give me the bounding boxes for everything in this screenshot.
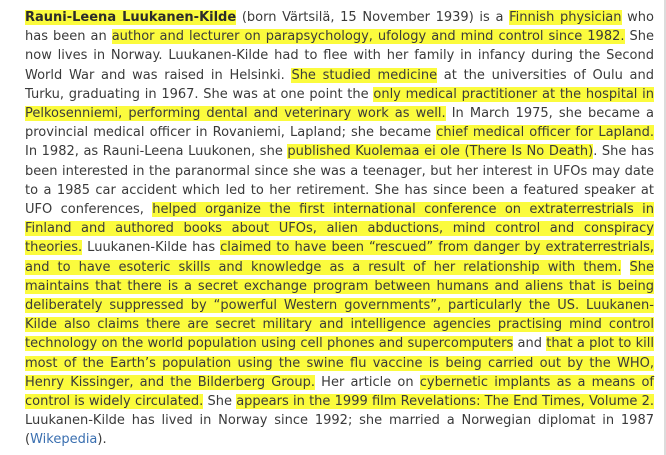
- highlighted-text: published Kuolemaa ei ole (There Is No Death): [287, 144, 594, 160]
- body-text: at the universities of Oulu and Turku, graduating in 1967. She was at one point the: [25, 67, 655, 102]
- body-text: Luukanen-Kilde has lived in Norway since 1992; she married a Norwegian diplomat in 1987 (: [25, 413, 654, 448]
- highlighted-text: claimed to have been “rescued” from danger by extraterrestrials, and to have esoteric skills and knowledge as a result of her relationship with them.: [25, 240, 654, 275]
- highlighted-text: chief medical officer for Lapland.: [436, 125, 655, 141]
- highlighted-text: She studied medicine: [291, 67, 438, 83]
- body-text: In March 1975, she became a provincial medical officer in Rovaniemi, Lapland; she became: [25, 106, 655, 141]
- body-text: [621, 260, 629, 275]
- body-text: and: [513, 336, 547, 352]
- highlighted-text: only medical practitioner at the hospital in Pelkosenniemi, performing dental and veterinary work as well.: [25, 86, 654, 122]
- source-link[interactable]: Wikepedia: [30, 432, 98, 448]
- body-text: She: [203, 394, 237, 410]
- highlighted-text: helped organize the first international conference on extraterrestrials in Finland and authored books about UFOs, alien abductions, mind control and conspiracy theories.: [25, 202, 654, 256]
- highlighted-text: appears in the 1999 film Revelations: The End Times, Volume 2.: [236, 394, 654, 410]
- article-paragraph: [25, 8, 654, 450]
- body-text: . She has been interested in the paranormal since she was a teenager, but her interest in UFOs may date to a 1985 car accident which led to her retirement. She has since been a featured speaker at UFO conferences,: [25, 144, 654, 218]
- highlighted-text: She maintains that there is a secret exchange program between humans and aliens that is being deliberately suppressed by “powerful Western governments”, particularly the US. Luukanen-Kilde also claims there are secret military and intelligence agencies practising mind control technology on the world population using cell phones and supercomputers: [25, 259, 654, 352]
- highlighted-text: cybernetic implants as a means of control is widely circulated.: [25, 374, 654, 410]
- body-text: In 1982, as Rauni-Leena Luukonen, she: [25, 144, 288, 160]
- body-text: ).: [97, 432, 107, 448]
- highlighted-text: that a plot to kill most of the Earth’s population using the swine flu vaccine is being carried out by the WHO, Henry Kissinger, and the Bilderberg Group.: [25, 336, 654, 390]
- body-text: who has been an: [25, 10, 654, 45]
- body-text: She now lives in Norway. Luukanen-Kilde had to flee with her family in infancy during the Second World War and was raised in Helsinki.: [25, 29, 654, 83]
- subject-name: Rauni-Leena Luukanen-Kilde: [25, 10, 237, 25]
- body-text: Her article on: [315, 374, 420, 390]
- body-text: (born Värtsilä, 15 November 1939) is a: [236, 10, 510, 25]
- highlighted-text: author and lecturer on parapsychology, ufology and mind control since 1982.: [111, 29, 625, 45]
- body-text: Luukanen-Kilde has: [82, 240, 221, 256]
- highlighted-text: Finnish physician: [509, 10, 622, 25]
